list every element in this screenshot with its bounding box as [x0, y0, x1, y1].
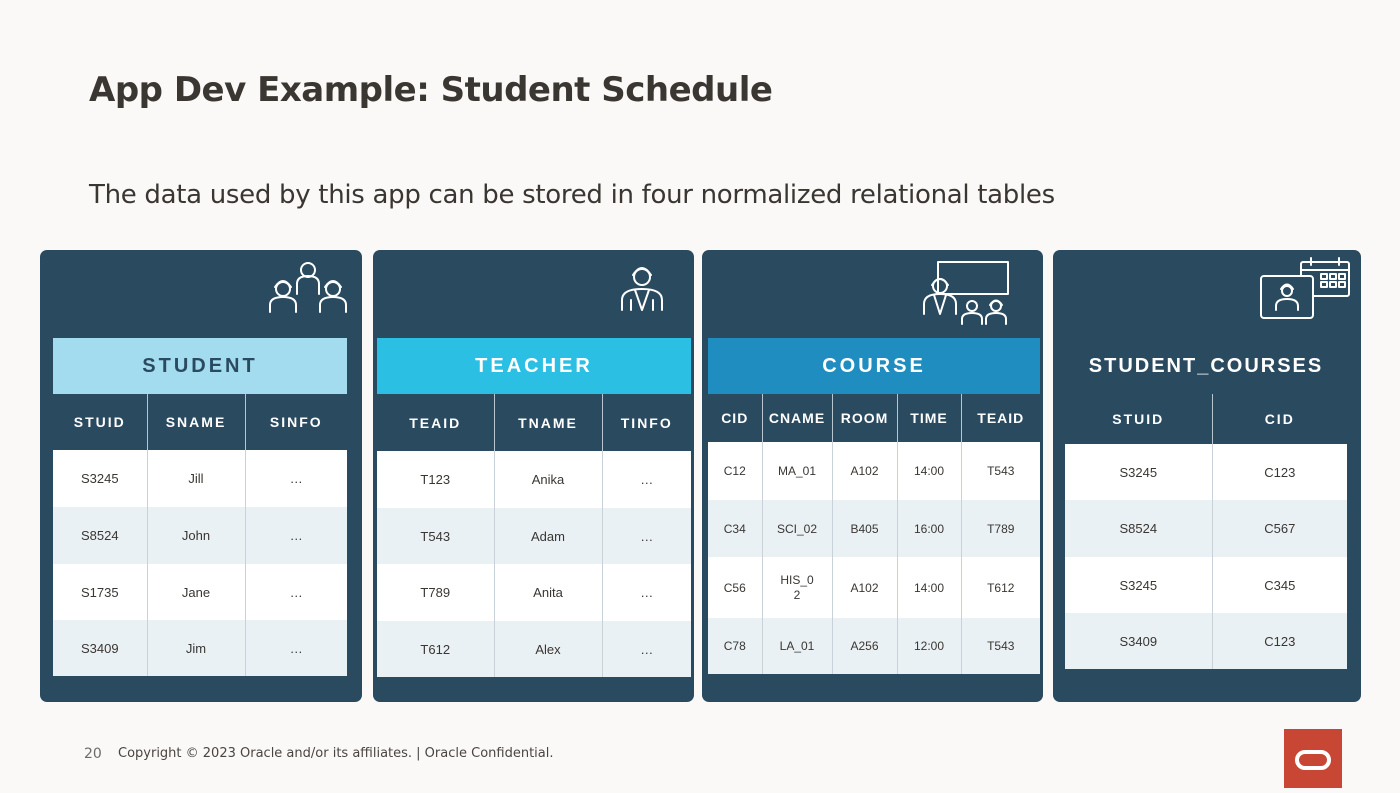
column-header: CID: [1212, 394, 1347, 444]
column-header: CNAME: [762, 394, 832, 442]
table-cell: …: [245, 564, 347, 620]
table-cell: 16:00: [897, 500, 961, 557]
table-cell: C345: [1212, 557, 1347, 613]
table-cell: T543: [961, 618, 1040, 674]
table-row: [377, 621, 691, 677]
table-cell: A102: [832, 442, 897, 500]
table-cell: T123: [377, 451, 494, 508]
table-cell: …: [245, 450, 347, 507]
table-row: [1065, 557, 1347, 613]
table-row: [708, 557, 1040, 618]
table-row: [53, 620, 347, 676]
copyright-text: Copyright © 2023 Oracle and/or its affiliates. | Oracle Confidential.: [118, 746, 554, 761]
oracle-ring-icon: [1284, 729, 1342, 788]
teacher-table: [377, 338, 691, 677]
table-cell: C56: [708, 557, 762, 618]
slide-subtitle: The data used by this app can be stored in four normalized relational tables: [89, 180, 1055, 210]
table-cell: Anita: [494, 564, 602, 621]
table-row: [1065, 500, 1347, 557]
column-header: STUID: [53, 394, 147, 450]
table-cell: T789: [377, 564, 494, 621]
table-cell: S3409: [1065, 613, 1212, 669]
student-table-name: STUDENT: [53, 338, 347, 394]
table-row: [708, 500, 1040, 557]
table-cell: S3245: [53, 450, 147, 507]
student-card: [40, 250, 362, 702]
students-group-icon: [266, 256, 350, 314]
table-cell: …: [602, 564, 691, 621]
table-cell: 14:00: [897, 557, 961, 618]
table-cell: A256: [832, 618, 897, 674]
column-header: STUID: [1065, 394, 1212, 444]
table-cell: C12: [708, 442, 762, 500]
table-row: [53, 450, 347, 507]
table-cell: S8524: [1065, 500, 1212, 557]
course-card: [702, 250, 1043, 702]
student-table: [53, 338, 347, 676]
page-number: 20: [84, 746, 102, 762]
classroom-icon: [920, 258, 1012, 326]
student-courses-table: [1065, 338, 1347, 669]
table-cell: Adam: [494, 508, 602, 564]
oracle-logo: [1284, 729, 1342, 788]
table-cell: S3409: [53, 620, 147, 676]
table-cell: …: [602, 451, 691, 508]
column-header: TINFO: [602, 394, 691, 451]
table-cell: HIS_0 2: [762, 557, 832, 618]
table-cell: A102: [832, 557, 897, 618]
table-cell: 12:00: [897, 618, 961, 674]
table-cell: S1735: [53, 564, 147, 620]
column-header: TEAID: [377, 394, 494, 451]
table-cell: …: [245, 620, 347, 676]
table-cell: C567: [1212, 500, 1347, 557]
table-cell: MA_01: [762, 442, 832, 500]
table-cell: C78: [708, 618, 762, 674]
table-cell: T789: [961, 500, 1040, 557]
course-table-name: COURSE: [708, 338, 1040, 394]
table-cell: T543: [377, 508, 494, 564]
table-row: [53, 564, 347, 620]
table-cell: 14:00: [897, 442, 961, 500]
table-cell: S8524: [53, 507, 147, 564]
column-header: SNAME: [147, 394, 245, 450]
table-cell: …: [602, 508, 691, 564]
table-cell: John: [147, 507, 245, 564]
table-cell: …: [602, 621, 691, 677]
table-cell: LA_01: [762, 618, 832, 674]
table-row: [377, 564, 691, 621]
table-cell: T612: [377, 621, 494, 677]
table-cell: Anika: [494, 451, 602, 508]
table-row: [377, 508, 691, 564]
table-cell: C123: [1212, 444, 1347, 500]
table-cell: T543: [961, 442, 1040, 500]
column-header: TNAME: [494, 394, 602, 451]
table-cell: B405: [832, 500, 897, 557]
table-row: [1065, 444, 1347, 500]
table-row: [708, 442, 1040, 500]
table-row: [53, 507, 347, 564]
column-header: ROOM: [832, 394, 897, 442]
table-cell: Alex: [494, 621, 602, 677]
table-cell: …: [245, 507, 347, 564]
course-table: [708, 338, 1040, 674]
table-row: [377, 451, 691, 508]
table-cell: Jane: [147, 564, 245, 620]
slide-title: App Dev Example: Student Schedule: [89, 70, 773, 110]
table-cell: C123: [1212, 613, 1347, 669]
table-cell: S3245: [1065, 557, 1212, 613]
teacher-card: [373, 250, 694, 702]
calendar-schedule-icon: [1257, 254, 1353, 322]
table-cell: C34: [708, 500, 762, 557]
table-cell: S3245: [1065, 444, 1212, 500]
column-header: TIME: [897, 394, 961, 442]
table-row: [708, 618, 1040, 674]
student-courses-table-name: STUDENT_COURSES: [1065, 338, 1347, 394]
column-header: SINFO: [245, 394, 347, 450]
table-cell: T612: [961, 557, 1040, 618]
table-cell: Jill: [147, 450, 245, 507]
table-cell: Jim: [147, 620, 245, 676]
column-header: CID: [708, 394, 762, 442]
teacher-table-name: TEACHER: [377, 338, 691, 394]
teacher-icon: [617, 264, 667, 312]
student-courses-card: [1053, 250, 1361, 702]
table-cell: SCI_02: [762, 500, 832, 557]
column-header: TEAID: [961, 394, 1040, 442]
table-row: [1065, 613, 1347, 669]
